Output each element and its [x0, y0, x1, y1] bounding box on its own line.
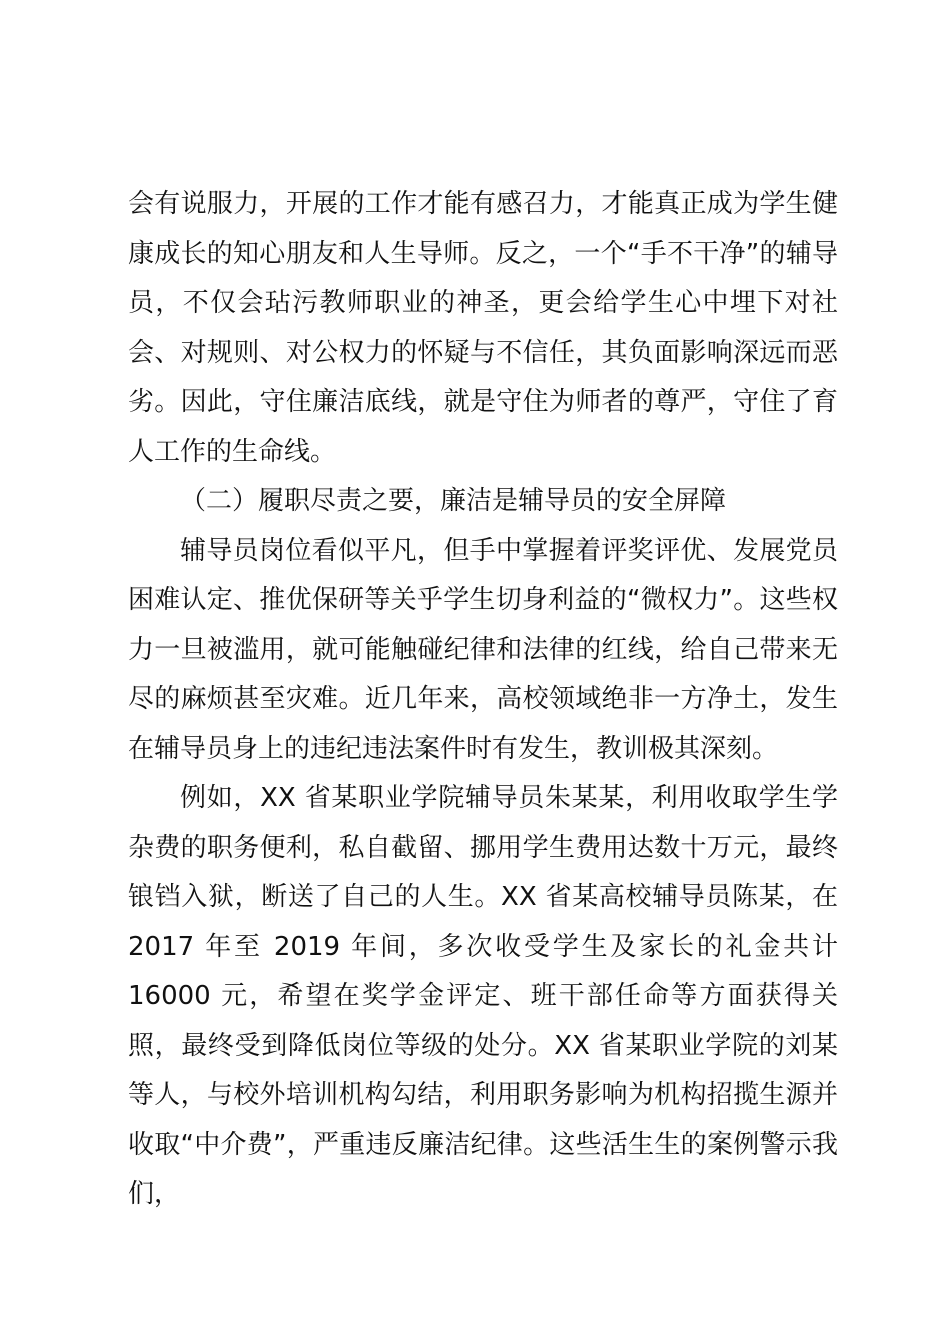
document-page [128, 180, 838, 1220]
paragraph-body: 例如，XX 省某职业学院辅导员朱某某，利用收取学生学杂费的职务便利，私自截留、挪用学生费用达数十万元，最终锒铛入狱，断送了自己的人生。XX 省某高校辅导员陈某，在 2017 年至 2019 年间，多次收受学生及家长的礼金共计 16000 元，希望在奖学金评定、班干部任命等方面获得关照，最终受到降低岗位等级的处分。XX 省某职业学院的刘某等人，与校外培训机构勾结，利用职务影响为机构招揽生源并收取“中介费”，严重违反廉洁纪律。这些活生生的案例警示我们， [128, 783, 838, 1209]
paragraph-body: 辅导员岗位看似平凡，但手中掌握着评奖评优、发展党员困难认定、推优保研等关乎学生切身利益的“微权力”。这些权力一旦被滥用，就可能触碰纪律和法律的红线，给自己带来无尽的麻烦甚至灾难。近几年来，高校领域绝非一方净土，发生在辅导员身上的违纪违法案件时有发生，教训极其深刻。 [128, 535, 838, 764]
paragraph-continuation: 会有说服力，开展的工作才能有感召力，才能真正成为学生健康成长的知心朋友和人生导师。反之，一个“手不干净”的辅导员，不仅会玷污教师职业的神圣，更会给学生心中埋下对社会、对规则、对公权力的怀疑与不信任，其负面影响深远而恶劣。因此，守住廉洁底线，就是守住为师者的尊严，守住了育人工作的生命线。 [128, 189, 838, 467]
section-heading: （二）履职尽责之要，廉洁是辅导员的安全屏障 [180, 486, 727, 516]
